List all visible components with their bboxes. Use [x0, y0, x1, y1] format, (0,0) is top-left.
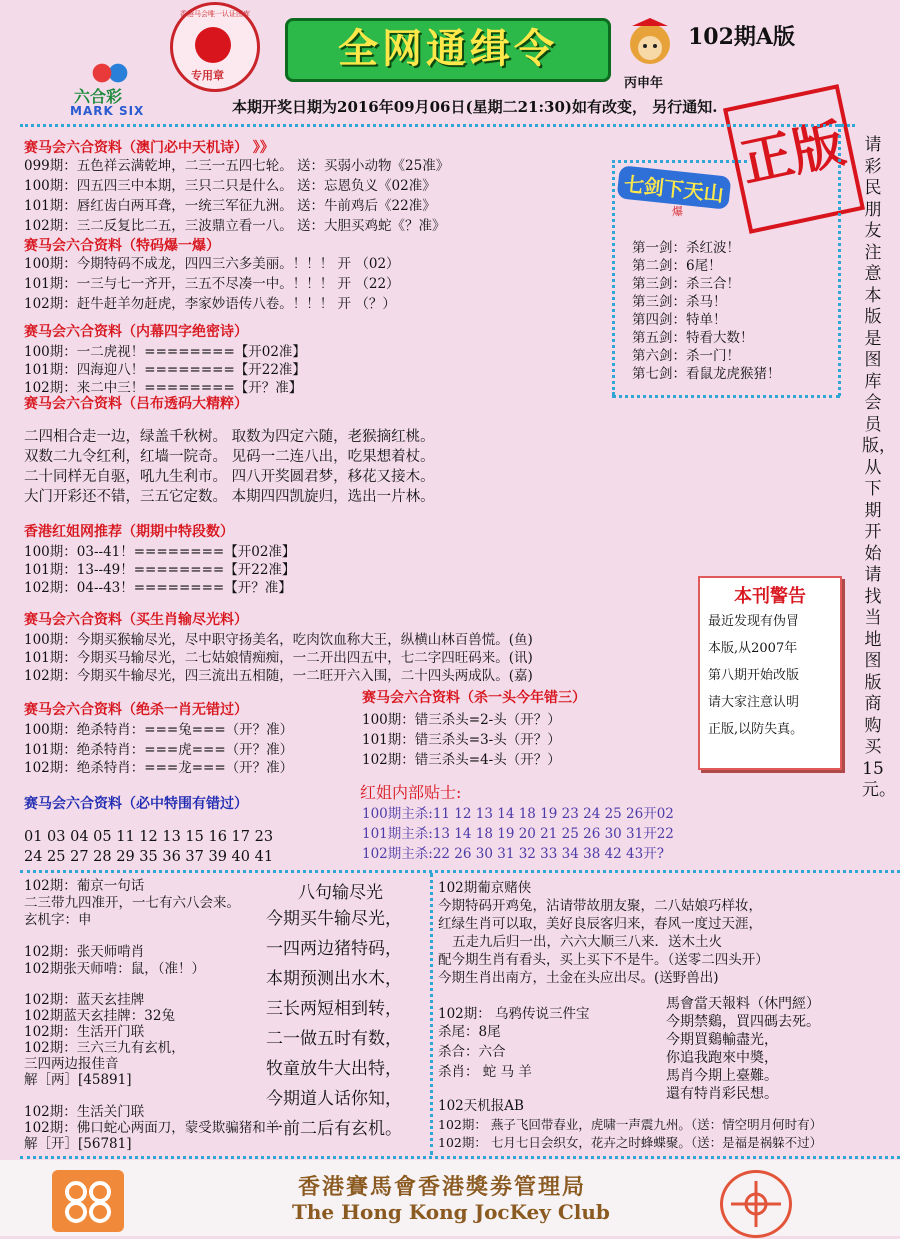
list-item: 红绿生肖可以取，美好良辰客归来，春风一度过天涯，	[438, 916, 762, 932]
list-item: 102期：蓝天玄挂牌	[24, 992, 145, 1008]
list-item: 102期： 燕子飞回带春业，虎啸一声震九州。（送：情空明月何时有）	[438, 1117, 823, 1132]
list-item: 102期： 七月七日会织女，花卉之时蜂蝶聚。（送：是福是祸躲不过）	[438, 1135, 823, 1150]
list-item: 102期： 乌鸦传说三件宝	[438, 1006, 590, 1022]
list-item: 一四两边猪特码，	[266, 939, 402, 959]
list-item: 102期：葡京一句话	[24, 878, 145, 894]
list-item: 102期：来二中三！========【开？准】	[24, 380, 303, 396]
warning-line: 请大家注意认明	[708, 695, 800, 710]
list-item: 今期道人话你知，	[266, 1089, 402, 1109]
list-item: 102期张天师啃：鼠，（准！）	[24, 961, 206, 977]
mark-six-logo	[70, 62, 160, 122]
logo-sub: MARK SIX	[70, 104, 145, 118]
list-item: 杀尾：8尾	[438, 1024, 501, 1040]
list-item: 102期：生活关门联	[24, 1104, 145, 1120]
list-item: 第五剑：特看大数！	[632, 330, 754, 346]
bauhinia-icon	[195, 27, 231, 63]
seven-swords-sub: 爆	[672, 205, 683, 218]
list-item: 五走九后归一出，六六大顺三八来．送木土火	[452, 934, 722, 950]
list-item: 第六剑：杀一门！	[632, 348, 740, 364]
list-item: 102期：生活开门联	[24, 1024, 145, 1040]
list-item: 杀合：六合	[438, 1044, 506, 1060]
list-item: 今期買鷄輸盡光，	[666, 1032, 778, 1048]
issue-label: 102期A版	[688, 24, 795, 50]
list-item: 100期：今期买猴输尽光，尽中职守扬美名，吃肉饮血称大王，纵横山林百兽慌。(鱼)	[24, 632, 533, 648]
list-item: 01 03 04 05 11 12 13 15 16 17 23	[24, 829, 274, 845]
list-item: 102期：错三杀头=4-头（开？）	[362, 752, 561, 768]
list-item: 大门开彩还不错，三五它定数。 本期四四凯旋归，选出一片林。	[24, 489, 435, 505]
list-item: 101期：绝杀特肖：===虎===（开？准）	[24, 742, 294, 758]
footer-cn: 香港賽馬會香港獎劵管理局	[298, 1174, 587, 1200]
year-label: 丙申年	[624, 76, 664, 91]
list-item: 101期：一三与七一齐开，三五不尽凑一中。！！！ 开 （22）	[24, 276, 400, 292]
list-item: 102期主杀:22 26 30 31 32 33 34 38 42 43开?	[362, 846, 664, 862]
list-item: 102期：今期买牛输尽光，四三流出五相随，一二旺开六入围，二十四头两成队。(嘉)	[24, 668, 533, 684]
list-item: 101期：四海迎八！========【开22准】	[24, 362, 306, 378]
logo-flower-icon	[90, 62, 130, 84]
emblem-icon	[720, 1170, 792, 1238]
divider	[612, 395, 840, 398]
list-item: 一前二后有玄机。	[266, 1119, 402, 1139]
list-item: 二十同样无自驱，吼九生利市。 四八开奖圆君梦，移花又接木。	[24, 469, 435, 485]
list-item: 第三剑：杀三合！	[632, 276, 740, 292]
page-title: 全网通缉令	[285, 18, 611, 82]
list-item: 102期：张天师啃肖	[24, 944, 145, 960]
divider	[838, 124, 841, 396]
list-item: 100期：绝杀特肖：===兔===（开？准）	[24, 722, 294, 738]
warning-line: 第八期开始改版	[708, 668, 800, 683]
list-item: 101期：错三杀头=3-头（开？）	[362, 732, 561, 748]
list-item: 第二剑：6尾！	[632, 258, 722, 274]
logo-text: 六合彩	[74, 87, 123, 106]
sec4-head: 赛马会六合资料（吕布透码大精粹）	[24, 396, 248, 412]
list-item: 100期：一二虎视！========【开02准】	[24, 344, 306, 360]
list-item: 102期：三二反复比二五，三波鼎立看一八。 送：大胆买鸡蛇《？准》	[24, 218, 446, 234]
list-item: 解［两］[45891]	[24, 1072, 132, 1088]
list-item: 101期：今期买马输尽光，二七姑娘情痴痴，一二开出四五中，七二字四旺码来。(讯)	[24, 650, 533, 666]
list-item: 101期：唇红齿白两耳聋，一统三军征九洲。 送：牛前鸡后《22准》	[24, 198, 436, 214]
divider	[20, 1156, 900, 1159]
warning-line: 正版,以防失真。	[708, 722, 804, 737]
warning-line: 最近发现有伪冒	[708, 614, 800, 629]
list-item: 還有特肖彩民想。	[666, 1086, 778, 1102]
list-item: 100期：四五四三中本期，三只二只是什么。 送：忘恩负义《02准》	[24, 178, 436, 194]
divider	[20, 870, 900, 873]
list-item: 今期买牛输尽光，	[266, 909, 402, 929]
list-item: 102期：赶牛赶羊勿赶虎，李家妙语传八卷。！！！ 开 （？）	[24, 296, 396, 312]
draw-notice: 本期开奖日期为2016年09月06日(星期二21:30)如有改变， 另行通知.	[232, 98, 718, 116]
list-item: 第三剑：杀马！	[632, 294, 727, 310]
official-stamp	[170, 2, 260, 92]
list-item: 102期蓝天玄挂牌：32兔	[24, 1008, 175, 1024]
divider	[612, 160, 747, 163]
list-item: 配今期生肖有看头，买上买下不是牛。（送零二四头开）	[438, 952, 769, 968]
warning-title: 本刊警告	[734, 586, 806, 607]
list-item: 101期：13--49！========【开22准】	[24, 562, 296, 578]
list-item: 馬會當天報料（休門經）	[666, 996, 820, 1012]
list-item: 第七剑：看鼠龙虎猴猪！	[632, 366, 781, 382]
list-item: 第四剑：特单！	[632, 312, 727, 328]
seven-swords-banner	[610, 165, 745, 220]
sec5-head: 香港红姐网推荐（期期中特段数）	[24, 524, 234, 540]
list-item: 解［开］[56781]	[24, 1136, 132, 1152]
sec3-head: 赛马会六合资料（内幕四字绝密诗）	[24, 324, 248, 340]
list-item: 本期预测出水木，	[266, 969, 402, 989]
list-item: 二四相合走一边，绿盖千秋树。 取数为四定六随，老猴摘红桃。	[24, 429, 435, 445]
list-item: 102天机报AB	[438, 1098, 524, 1114]
sec6-head: 赛马会六合资料（买生肖输尽光料）	[24, 612, 248, 628]
list-item: 第一剑：杀红波！	[632, 240, 740, 256]
list-item: 今期生肖出南方，土金在头应出尽。(送野兽出)	[438, 970, 719, 986]
stamp-text: 专用章	[191, 69, 224, 82]
list-item: 三四两边报佳音	[24, 1056, 119, 1072]
sec8-head: 赛马会六合资料（杀一头今年错三）	[362, 690, 586, 706]
list-item: 二三带九四准开，一七有六八会来。	[24, 895, 240, 911]
sec9-head: 赛马会六合资料（必中特围有错过）	[24, 796, 248, 812]
list-item: 馬肖今期上臺難。	[666, 1068, 778, 1084]
list-item: 102期：佛口蛇心两面刀，蒙受欺骗猪和羊	[24, 1120, 280, 1136]
list-item: 今期特码开鸡兔，沾请带故朋友聚，二八姑娘巧样妆，	[438, 898, 762, 914]
list-item: 100期：今期特码不成龙，四四三六多美丽。！！！ 开 （02）	[24, 256, 400, 272]
list-item: 102期：三六三九有玄机，	[24, 1040, 185, 1056]
warning-line: 本版,从2007年	[708, 641, 798, 656]
list-item: 玄机字：申	[24, 912, 92, 928]
list-item: 100期主杀:11 12 13 14 18 19 23 24 25 26开02	[362, 806, 674, 822]
warning-box	[698, 576, 842, 770]
list-item: 102期葡京赌侠	[438, 880, 532, 896]
list-item: 你追我跑來中奬，	[666, 1050, 778, 1066]
list-item: 101期主杀:13 14 18 19 20 21 25 26 30 31开22	[362, 826, 674, 842]
footer-en: The Hong Kong JocKey Club	[292, 1200, 610, 1224]
sec10-head: 红姐内部贴士:	[360, 783, 462, 802]
hkjc-logo-icon	[52, 1170, 124, 1232]
red-stamp-text: 正版	[735, 112, 851, 195]
sec2-head: 赛马会六合资料（特码爆一爆）	[24, 238, 220, 254]
list-item: 102期：绝杀特肖：===龙===（开？准）	[24, 760, 294, 776]
poem-title: 八句输尽光	[298, 883, 383, 903]
seven-swords-title: 七剑下天山	[617, 165, 732, 210]
list-item: 099期：五色祥云满乾坤，二三一五四七轮。 送：买弱小动物《25准》	[24, 158, 450, 174]
list-item: 今期禁鷄，買四碼去死。	[666, 1014, 820, 1030]
vertical-note: 请彩民朋友注意本版是图库会员版，从下期开始请找当地图版商购买15元。	[862, 135, 896, 800]
list-item: 100期：03--41！========【开02准】	[24, 544, 296, 560]
list-item: 双数二九令红利，红墙一院奇。 见码一二连八出，吃果想着杖。	[24, 449, 435, 465]
list-item: 24 25 27 28 29 35 36 37 39 40 41	[24, 849, 274, 865]
list-item: 三长两短相到转，	[266, 999, 402, 1019]
list-item: 100期：错三杀头=2-头（开？）	[362, 712, 561, 728]
sec1-head: 赛马会六合资料（澳门必中天机诗） 》》	[24, 140, 274, 156]
list-item: 二一做五时有数，	[266, 1029, 402, 1049]
sec7-head: 赛马会六合资料（绝杀一肖无错过）	[24, 702, 248, 718]
divider	[430, 873, 433, 1155]
stamp-ring-text: 香港马会唯一认证图库	[180, 10, 250, 18]
monkey-mascot-icon	[620, 16, 680, 76]
divider	[20, 124, 855, 127]
list-item: 杀肖： 蛇 马 羊	[438, 1064, 532, 1080]
list-item: 102期：04--43！========【开？准】	[24, 580, 292, 596]
list-item: 牧童放牛大出特，	[266, 1059, 402, 1079]
